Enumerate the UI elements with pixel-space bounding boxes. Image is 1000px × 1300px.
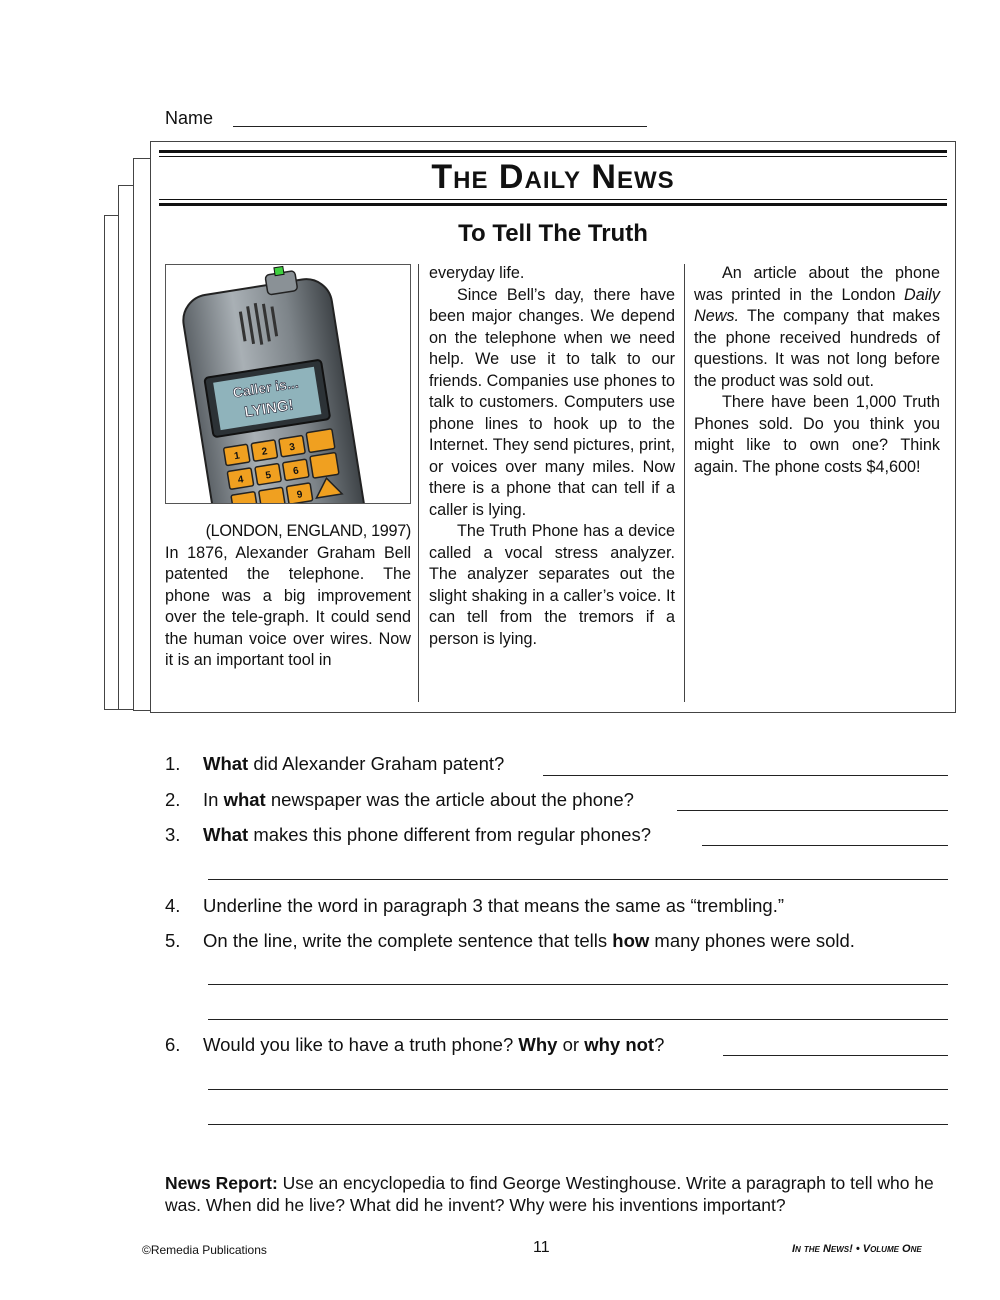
phone-screen-line-1: Caller is... — [231, 374, 300, 401]
question-number: 6. — [165, 1034, 181, 1055]
question-keyword-2: why not — [584, 1034, 655, 1055]
news-report-label: News Report: — [165, 1173, 278, 1193]
answer-line-2[interactable] — [677, 810, 948, 811]
keypad-digit: 1 — [233, 450, 241, 463]
article-column-1 — [165, 521, 411, 672]
column-divider-1 — [418, 264, 419, 702]
answer-line-6b[interactable] — [208, 1089, 948, 1090]
masthead-rule-top-thin — [159, 156, 947, 157]
article-paragraph-3: The Truth Phone has a device called a vocal stress analyzer. The analyzer separates out the slight shaking in a caller’s voice. It can tell from the tremors if a person is lying. — [429, 522, 675, 648]
name-answer-line[interactable] — [233, 126, 647, 127]
question-text-prefix: Would you like to have a truth phone? — [203, 1034, 519, 1055]
keypad-digit: 3 — [288, 441, 296, 454]
masthead: The Daily News — [431, 158, 675, 196]
keypad-digit: 6 — [292, 465, 300, 478]
phone-icon — [166, 265, 411, 504]
question-text: newspaper was the article about the phone? — [265, 789, 634, 810]
article-continued-text: everyday life. — [429, 264, 525, 282]
article-paragraph-5: There have been 1,000 Truth Phones sold. Do you think you might like to own one? Think again. The phone costs $4,600! — [694, 393, 940, 476]
question-number: 2. — [165, 789, 181, 810]
question-keyword: Why — [518, 1034, 558, 1055]
masthead-rule-bottom-thick — [159, 203, 947, 206]
answer-line-3a[interactable] — [702, 845, 948, 846]
question-text-mid: or — [557, 1034, 585, 1055]
paragraph-4-text-a: An article about the phone was printed in the London — [694, 264, 940, 304]
question-keyword: what — [223, 789, 266, 810]
footer-series-title: In the News! • Volume One — [792, 1243, 922, 1255]
answer-line-5a[interactable] — [208, 984, 948, 985]
article-headline: To Tell The Truth — [458, 220, 648, 247]
question-number: 3. — [165, 824, 181, 845]
answer-line-6c[interactable] — [208, 1124, 948, 1125]
article-paragraph-4 — [694, 263, 940, 392]
question-text: ? — [654, 1034, 665, 1055]
article-paragraph-2: Since Bell’s day, there have been major changes. We depend on the telephone when we need help. We use it to talk to our friends. Companies use phones to talk to customers. Computers use phone lines to hook up to the Internet. They send pictures, print, or voices over many miles. Now there is a phone that can tell if a caller is lying. — [429, 285, 675, 519]
question-text: did Alexander Graham patent? — [248, 753, 505, 774]
keypad-digit: 9 — [296, 489, 304, 501]
question-number: 1. — [165, 753, 181, 774]
question-text-prefix: In — [203, 789, 224, 810]
footer-publisher: ©Remedia Publications — [142, 1243, 267, 1257]
phone-screen-line-2: LYING! — [243, 396, 295, 422]
paragraph-4-text-b: The company that makes the phone received hundreds of questions. It was not long before the product was sold out. — [694, 307, 940, 390]
news-report-prompt — [165, 1172, 950, 1216]
footer-page-number: 11 — [533, 1239, 550, 1256]
article-column-3 — [694, 263, 940, 478]
question-text: many phones were sold. — [649, 930, 855, 951]
answer-line-5b[interactable] — [208, 1019, 948, 1020]
article-dateline: (LONDON, ENGLAND, 1997) — [205, 522, 411, 540]
answer-line-3b[interactable] — [208, 879, 948, 880]
question-text: Underline the word in paragraph 3 that means the same as “trembling.” — [203, 895, 784, 916]
keypad-digit: 4 — [237, 474, 245, 486]
article-column-2 — [429, 263, 675, 650]
name-label: Name — [165, 108, 214, 128]
question-number: 5. — [165, 930, 181, 951]
answer-line-6a[interactable] — [723, 1055, 948, 1056]
keypad-digit: 5 — [264, 469, 272, 482]
phone-illustration — [165, 264, 411, 504]
question-keyword: What — [203, 753, 249, 774]
question-keyword: how — [612, 930, 650, 951]
news-report-text: Use an encyclopedia to find George Westinghouse. Write a paragraph to tell who he was. When did he live? What did he invent? Why were his inventions important? — [165, 1173, 934, 1215]
question-keyword: What — [203, 824, 249, 845]
keypad-digit: 2 — [261, 446, 269, 458]
question-text: makes this phone different from regular phones? — [248, 824, 652, 845]
question-number: 4. — [165, 895, 181, 916]
column-divider-2 — [684, 264, 685, 702]
article-paragraph-1: In 1876, Alexander Graham Bell patented the telephone. The phone was a big improvement over the tele-graph. It could send the human voice over wires. Now it is an important tool in — [165, 543, 411, 669]
newspaper-title-italic: Daily News. — [694, 285, 940, 325]
masthead-rule-top-thick — [159, 150, 947, 153]
masthead-rule-bottom-thin — [159, 199, 947, 200]
question-text-prefix: On the line, write the complete sentence that tells — [203, 930, 613, 951]
newspaper-page — [150, 141, 956, 713]
answer-line-1[interactable] — [543, 775, 948, 776]
